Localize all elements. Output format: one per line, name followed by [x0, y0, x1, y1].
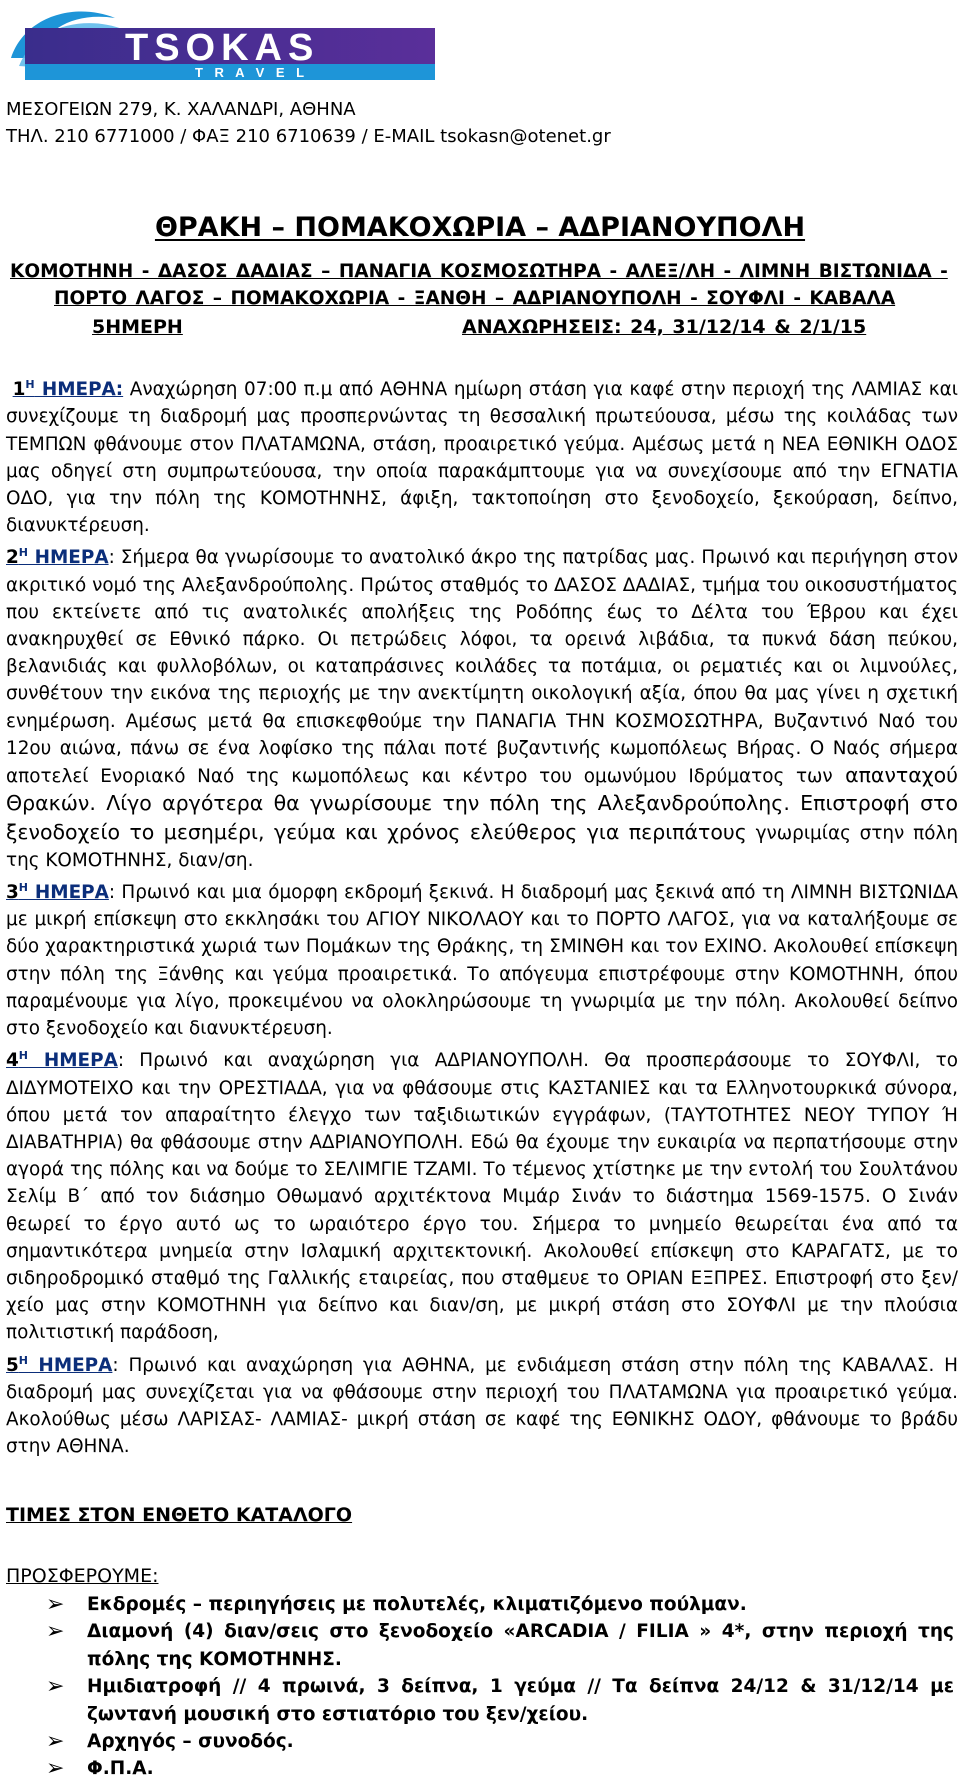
day-3-label: $3^H$ ΗΜΕΡΑ: [6, 880, 109, 904]
day-1-paragraph: [6, 371, 958, 539]
day-2-text-large: απανταχού Θρακών. Λίγο αργότερα θα γνωρίσουμε την πόλη της Αλεξανδρούπολης. Επιστροφή στο ξενοδοχείο το μεσημέρι, γεύμα και χρόνος ελεύθερος για περιπάτους: [6, 763, 958, 844]
day-5-label: $5^H$ ΗΜΕΡΑ: [6, 1353, 113, 1376]
day-5-paragraph: [6, 1347, 958, 1461]
logo-wordmark: TSOKAS: [125, 27, 320, 69]
day-2-label: $2^H$ ΗΜΕΡΑ: [6, 546, 109, 569]
arrow-bullet-icon: ➢: [46, 1619, 65, 1645]
offer-item: ➢ Αρχηγός – συνοδός.: [46, 1729, 294, 1755]
day-2-text: : Σήμερα θα γνωρίσουμε το ανατολικό άκρο της πατρίδας μας. Πρωινό και περιήγηση στον ακριτικό νομό της Αλεξανδρούπολης. Πρώτος σταθμός το ΔΑΣΟΣ ΔΑΔΙΑΣ, τμήμα του οικοσυστήματος που εκτείνετε από τις ανατολικές απολήξεις της Ροδόπης έως το Δέλτα του Έβρου και έχει ανακηρυχθεί σε Εθνικό πάρκο. Οι πετρώδεις λόφοι, τα ορεινά λιβάδια, τα πυκνά δάση πεύκου, βελανιδιάς και φυλλοβόλων, οι καταπράσινες κοιλάδες τα ποτάμια, οι ρεματιές και οι λιμνούλες, συνθέτουν την εικόνα της περιοχής με την ανεκτίμητη οικολογική αξία, όπου θα μας γίνει η σχετική ενημέρωση. Αμέσως μετά θα επισκεφθούμε την ΠΑΝΑΓΙΑ ΤΗΝ ΚΟΣΜΟΣΩΤΗΡΑ, Βυζαντινό Ναό του 12ου αιώνα, πάνω σε ένα λοφίσκο της πάλαι ποτέ βυζαντινής κωμοπόλεως Βήρας. Ο Ναός σήμερα αποτελεί Ενοριακό Ναό της κωμοπόλεως και κέντρο του ομωνύμου Ιδρύματος των: [6, 547, 958, 788]
offer-item: ➢ Διαμονή (4) διαν/σεις στο ξενοδοχείο «ARCADIA / FILIA » 4*, στην περιοχή της πόλης της ΚΟΜΟΤΗΝΗΣ.: [46, 1619, 954, 1670]
day-3-text: : Πρωινό και μια όμορφη εκδρομή ξεκινά. Η διαδρομή μας ξεκινά από τη ΛΙΜΝΗ ΒΙΣΤΩΝΙΔΑ με μικρή επίσκεψη στο εκκλησάκι του ΑΓΙΟΥ ΝΙΚΟΛΑΟΥ και το ΠΟΡΤΟ ΛΑΓΟΣ, για να καταλήξουμε σε δύο χαρακτηριστικά χωριά των Πομάκων της Θράκης, τη ΣΜΙΝΘΗ και τον ΕΧΙΝΟ. Ακολουθεί επίσκεψη στην πόλη της Ξάνθης και γεύμα προαιρετικά. Το απόγευμα επιστρέφουμε στην ΚΟΜΟΤΗΝΗ, όπου παραμένουμε για λίγο, προκειμένου να ολοκληρώσουμε τη γνωριμία με την πόλη. Ακολουθεί δείπνο στο ξενοδοχείο και διανυκτέρευση.: [6, 882, 958, 1040]
day-2-text-end: γνωριμίας στην πόλη της ΚΟΜΟΤΗΝΗΣ, διαν/ση.: [6, 822, 958, 871]
day-1-label: $1^H$ ΗΜΕΡΑ:: [12, 378, 124, 401]
day-4-label: $4^H$ ΗΜΕΡΑ: [6, 1049, 118, 1072]
tour-duration: 5ΗΜΕΡΗ: [92, 316, 183, 338]
route-line-1: ΚΟΜΟΤΗΝΗ - ΔΑΣΟΣ ΔΑΔΙΑΣ – ΠΑΝΑΓΙΑ ΚΟΣΜΟΣΩΤΗΡΑ - ΑΛΕΞ/ΛΗ - ΛΙΜΝΗ ΒΙΣΤΩΝΙΔΑ -: [10, 261, 948, 282]
tour-title: ΘΡΑΚΗ – ΠΟΜΑΚΟΧΩΡΙΑ – ΑΔΡΙΑΝΟΥΠΟΛΗ: [154, 212, 806, 243]
day-4-text: : Πρωινό και αναχώρηση για ΑΔΡΙΑΝΟΥΠΟΛΗ. Θα προσπεράσουμε το ΣΟΥΦΛΙ, το ΔΙΔΥΜΟΤΕΙΧΟ και την ΟΡΕΣΤΙΑΔΑ, για να φθάσουμε στις ΚΑΣΤΑΝΙΕΣ και τα Ελληνοτουρκικά σύνορα, όπου μετά τον απαραίτητο έλεγχο των ταξιδιωτικών εγγράφων, (ΤΑΥΤΟΤΗΤΕΣ ΝΕΟΥ ΤΥΠΟΥ Ή ΔΙΑΒΑΤΗΡΙΑ) θα φθάσουμε στην ΑΔΡΙΑΝΟΥΠΟΛΗ. Εδώ θα έχουμε την ευκαιρία να περπατήσουμε στην αγορά της πόλης και να δούμε το ΣΕΛΙΜΓΙΕ ΤΖΑΜΙ. Το τέμενος χτίστηκε με την εντολή του Σουλτάνου Σελίμ Β΄ από τον διάσημο Οθωμανό αρχιτέκτονα Μιμάρ Σινάν το διάστημα 1569-1575. Ο Σινάν θεωρεί το έργο αυτό ως το ωραιότερο έργο του. Σήμερα το μνημείο θεωρείται ένα από τα σημαντικότερα μνημεία στην Ισλαμική αρχιτεκτονική. Ακολουθεί επίσκεψη στο ΚΑΡΑΓΑΤΣ, με το σιδηροδρομικό σταθμό της Γαλλικής εταιρείας, που σταθμευε το ΟΡΙΑΝ ΕΞΠΡΕΣ. Επιστροφή στο ξεν/χείο μας στην ΚΟΜΟΤΗΝΗ για δείπνο και διαν/ση, με μικρή στάση στο ΣΟΥΦΛΙ με την πλούσια πολιτιστική παράδοση,: [6, 1050, 958, 1344]
arrow-bullet-icon: ➢: [46, 1592, 65, 1617]
departure-dates: ΑΝΑΧΩΡΗΣΕΙΣ: 24, 31/12/14 & 2/1/15: [462, 316, 867, 338]
offers-list: [0, 1591, 960, 1783]
logo-tagline: T R A V E L: [195, 65, 309, 80]
day-1-text: Αναχώρηση 07:00 π.μ από ΑΘΗΝΑ ημίωρη στάση για καφέ στην περιοχή της ΛΑΜΙΑΣ και συνεχίζουμε τη διαδρομή μας προσπερνώντας τη θεσσαλική πρωτεύουσα, μέσω της κοιλάδας των ΤΕΜΠΩΝ φθάνουμε στον ΠΛΑΤΑΜΩΝΑ, στάση, προαιρετικό γεύμα. Αμέσως μετά η ΝΕΑ ΕΘΝΙΚΗ ΟΔΟΣ μας οδηγεί στη συμπρωτεύουσα, την οποία παρακάμπτουμε για να συνεχίσουμε από την ΕΓΝΑΤΙΑ ΟΔΟ, για την πόλη της ΚΟΜΟΤΗΝΗΣ, άφιξη, τακτοποίηση στο ξενοδοχείο, ξεκούραση, δείπνο, διανυκτέρευση.: [6, 379, 958, 537]
day-2-paragraph: [6, 539, 958, 874]
offer-item: ➢ Εκδρομές – περιηγήσεις με πολυτελές, κλιματιζόμενο πούλμαν.: [46, 1592, 747, 1617]
route-line-2: ΠΟΡΤΟ ΛΑΓΟΣ – ΠΟΜΑΚΟΧΩΡΙΑ - ΞΑΝΘΗ – ΑΔΡΙΑΝΟΥΠΟΛΗ - ΣΟΥΦΛΙ - ΚΑΒΑΛΑ: [54, 288, 896, 309]
day-3-paragraph: [6, 874, 958, 1042]
day-4-paragraph: [6, 1042, 958, 1346]
arrow-bullet-icon: ➢: [46, 1674, 65, 1700]
offer-item: ➢ Φ.Π.Α.: [46, 1756, 154, 1782]
contact-line: ΤΗΛ. 210 6771000 / ΦΑΞ 210 6710639 / E-MAIL tsokasn@otenet.gr: [6, 126, 611, 147]
offer-item: ➢ Ημιδιατροφή // 4 πρωινά, 3 δείπνα, 1 γεύμα // Τα δείπνα 24/12 & 31/12/14 με ζωντανή μουσική στο εστιατόριο του ξεν/χείου.: [46, 1674, 954, 1725]
prices-note: ΤΙΜΕΣ ΣΤΟΝ ΕΝΘΕΤΟ ΚΑΤΑΛΟΓΟ: [6, 1504, 353, 1526]
arrow-bullet-icon: ➢: [46, 1729, 65, 1755]
offers-heading: ΠΡΟΣΦΕΡΟΥΜΕ:: [6, 1565, 159, 1587]
day-5-text: : Πρωινό και αναχώρηση για ΑΘΗΝΑ, με ενδιάμεση στάση στην πόλη της ΚΑΒΑΛΑΣ. Η διαδρομή μας συνεχίζεται για να φθάσουμε στην περιοχή του ΠΛΑΤΑΜΩΝΑ για προαιρετικό γεύμα. Ακολούθως μέσω ΛΑΡΙΣΑΣ- ΛΑΜΙΑΣ- μικρή στάση σε καφέ της ΕΘΝΙΚΗΣ ΟΔΟΥ, φθάνουμε το βράδυ στην ΑΘΗΝΑ.: [6, 1354, 958, 1458]
itinerary: [6, 371, 958, 1461]
arrow-bullet-icon: ➢: [46, 1756, 65, 1782]
tsokas-travel-logo: [5, 6, 445, 89]
address-line: ΜΕΣΟΓΕΙΩΝ 279, Κ. ΧΑΛΑΝΔΡΙ, ΑΘΗΝΑ: [6, 99, 356, 120]
